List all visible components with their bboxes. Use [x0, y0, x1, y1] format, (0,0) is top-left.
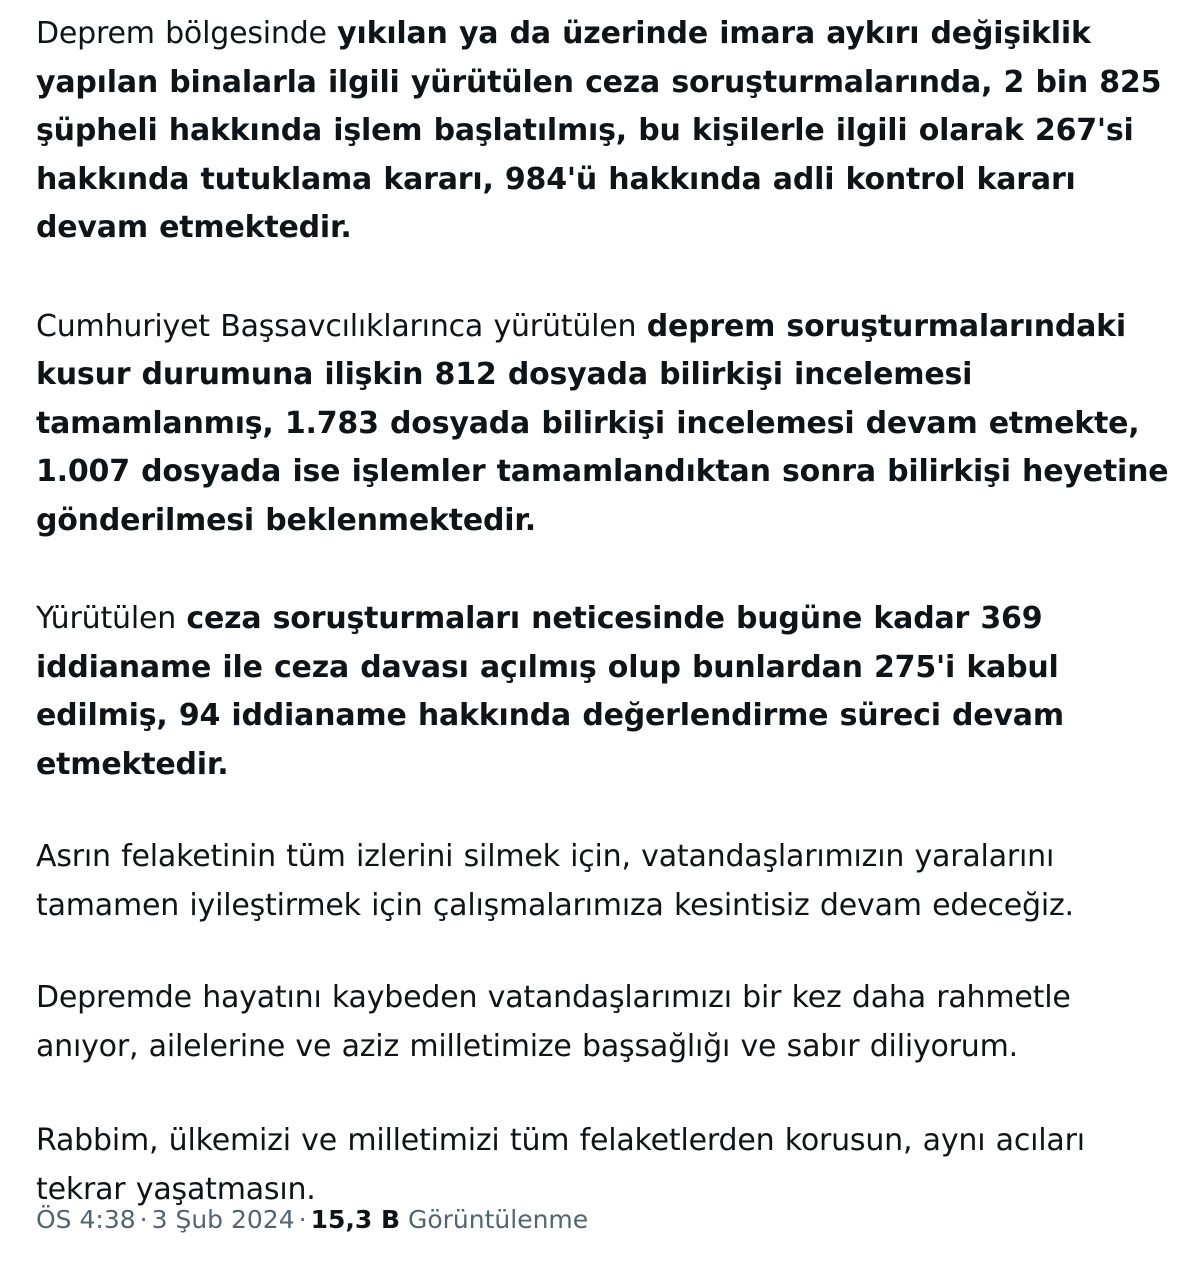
paragraph-normal-text: Depremde hayatını kaybeden vatandaşlarımızı bir kez daha rahmetle anıyor, ailelerine ve aziz milletimize başsağlığı ve sabır diliyorum.: [36, 980, 1071, 1064]
views-label: Görüntülenme: [407, 1205, 589, 1234]
tweet-meta: [36, 1202, 588, 1238]
tweet-paragraph: [36, 833, 1176, 930]
paragraph-normal-text: Deprem bölgesinde: [36, 16, 338, 51]
tweet-paragraph: [36, 10, 1176, 253]
meta-separator: ·: [139, 1205, 148, 1234]
paragraph-bold-text: ceza soruşturmaları neticesinde bugüne kadar 369 iddianame ile ceza davası açılmış olup bunlardan 275'i kabul edilmiş, 94 iddianame hakkında değerlendirme süreci devam etmektedir.: [36, 601, 1064, 782]
paragraph-normal-text: Rabbim, ülkemizi ve milletimizi tüm felaketlerden korusun, aynı acıları tekrar yaşatmasın.: [36, 1123, 1085, 1207]
paragraph-bold-text: yıkılan ya da üzerinde imara aykırı değişiklik yapılan binalarla ilgili yürütülen ceza soruşturmalarında, 2 bin 825 şüpheli hakkında işlem başlatılmış, bu kişilerle ilgili olarak 267'si hakkında tutuklama kararı, 984'ü hakkında adli kontrol kararı devam etmektedir.: [36, 16, 1162, 245]
tweet-paragraph: [36, 1117, 1176, 1214]
views-count: 15,3 B: [310, 1205, 401, 1234]
tweet-text: [36, 10, 1176, 1214]
tweet-date-link[interactable]: 3 Şub 2024: [151, 1205, 295, 1234]
paragraph-normal-text: Cumhuriyet Başsavcılıklarınca yürütülen: [36, 308, 647, 344]
tweet-paragraph: [36, 595, 1176, 789]
paragraph-bold-text: deprem soruşturmalarındaki kusur durumuna ilişkin 812 dosyada bilirkişi incelemesi tamamlanmış, 1.783 dosyada bilirkişi incelemesi devam etmekte, 1.007 dosyada ise işlemler tamamlandıktan sonra bilirkişi heyetine gönderilmesi beklenmektedir.: [36, 308, 1169, 538]
paragraph-normal-text: Asrın felaketinin tüm izlerini silmek için, vatandaşlarımızın yaralarını tamamen iyileştirmek için çalışmalarımıza kesintisiz devam edeceğiz.: [36, 839, 1074, 923]
tweet-paragraph: [36, 303, 1176, 546]
meta-separator: ·: [298, 1205, 307, 1234]
tweet-paragraph: [36, 974, 1176, 1071]
tweet-time-link[interactable]: ÖS 4:38: [36, 1205, 136, 1234]
paragraph-normal-text: Yürütülen: [36, 601, 187, 636]
